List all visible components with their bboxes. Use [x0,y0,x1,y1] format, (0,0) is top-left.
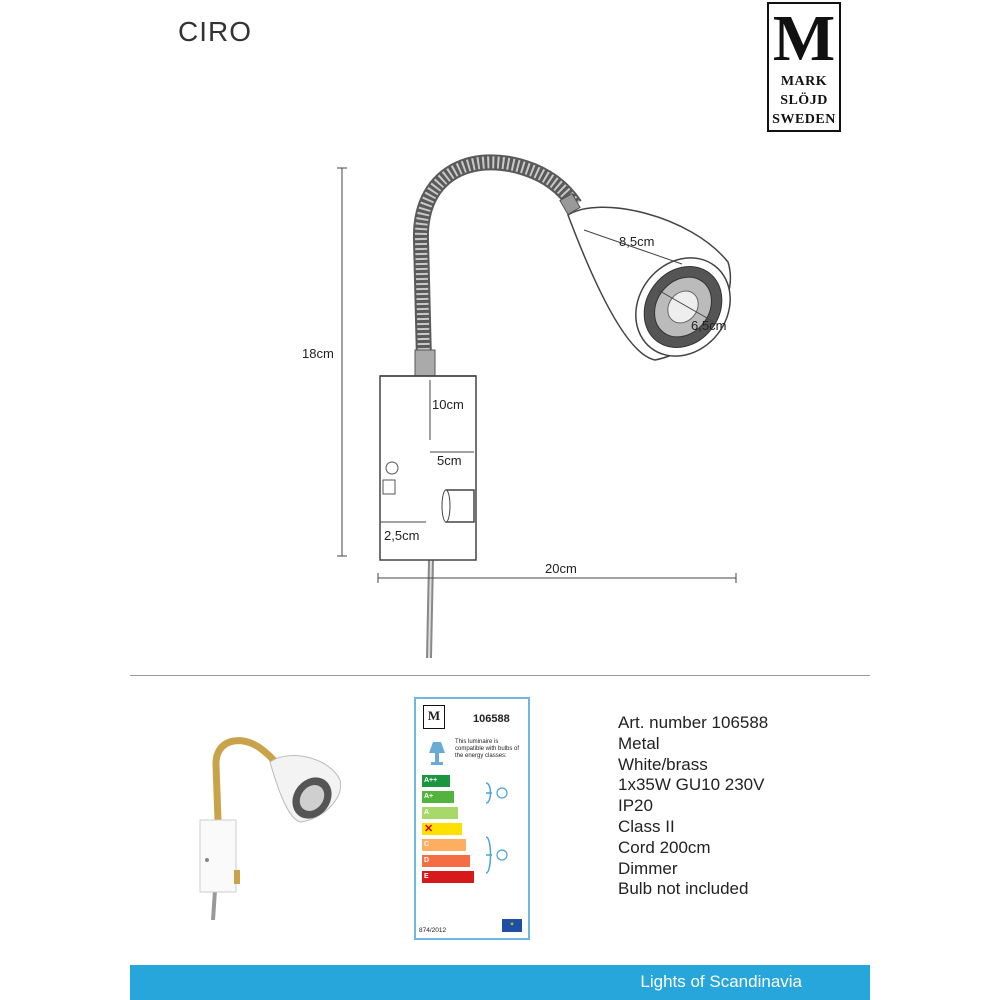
energy-class-d: D [422,855,470,867]
product-title: CIRO [178,16,252,47]
logo-line-3: SWEDEN [772,112,836,127]
dim-height-total: 18cm [302,346,334,361]
spec-ip-rating: IP20 [618,796,653,816]
spec-class: Class II [618,816,675,836]
spec-cord: Cord 200cm [618,837,711,857]
energy-label [414,697,530,940]
label-article-number: 106588 [473,713,510,725]
energy-class-e: E [422,871,474,883]
spec-color: White/brass [618,754,708,774]
dim-box-depth: 2,5cm [384,528,420,543]
label-logo: M [423,705,445,729]
dim-shade-diameter: 6,5cm [691,318,727,333]
eu-flag-icon: ✶ [502,919,522,932]
lamp-shade [560,194,750,375]
energy-class-a-plus-plus: A++ [422,775,450,787]
spec-article-number: Art. number 106588 [618,713,769,732]
logo-line-2: SLÖJD [780,93,828,108]
label-compatibility-note: This luminaire is compatible with bulbs of the energy classes: [455,739,520,759]
gooseneck-arm [421,162,575,360]
dim-box-width: 5cm [437,453,462,468]
footer-bar [130,965,870,1000]
dim-shade-length: 8,5cm [619,234,655,249]
footer-tagline: Lights of Scandinavia [640,972,802,991]
energy-class-a: A [422,807,458,819]
energy-class-b [422,823,462,835]
logo-line-1: MARK [780,74,828,89]
spec-material: Metal [618,733,660,753]
logo-letter: M [772,2,836,75]
section-divider [130,675,870,676]
energy-class-a-plus: A+ [422,791,454,803]
product-photo [180,720,350,930]
spec-list [618,713,768,900]
spec-bulb: 1x35W GU10 230V [618,775,765,795]
spec-bulb-note: Bulb not included [618,879,749,899]
screw-icon [386,462,398,474]
energy-class-c: C [422,839,466,851]
lamp-icon [426,739,448,767]
dim-total-width: 20cm [545,561,577,576]
bulb-range-icons [480,779,524,889]
label-regulation: 874/2012 [419,927,447,934]
excluded-cross-icon: ✕ [424,823,434,835]
spec-dimmer: Dimmer [618,858,678,878]
dim-box-height: 10cm [432,397,464,412]
